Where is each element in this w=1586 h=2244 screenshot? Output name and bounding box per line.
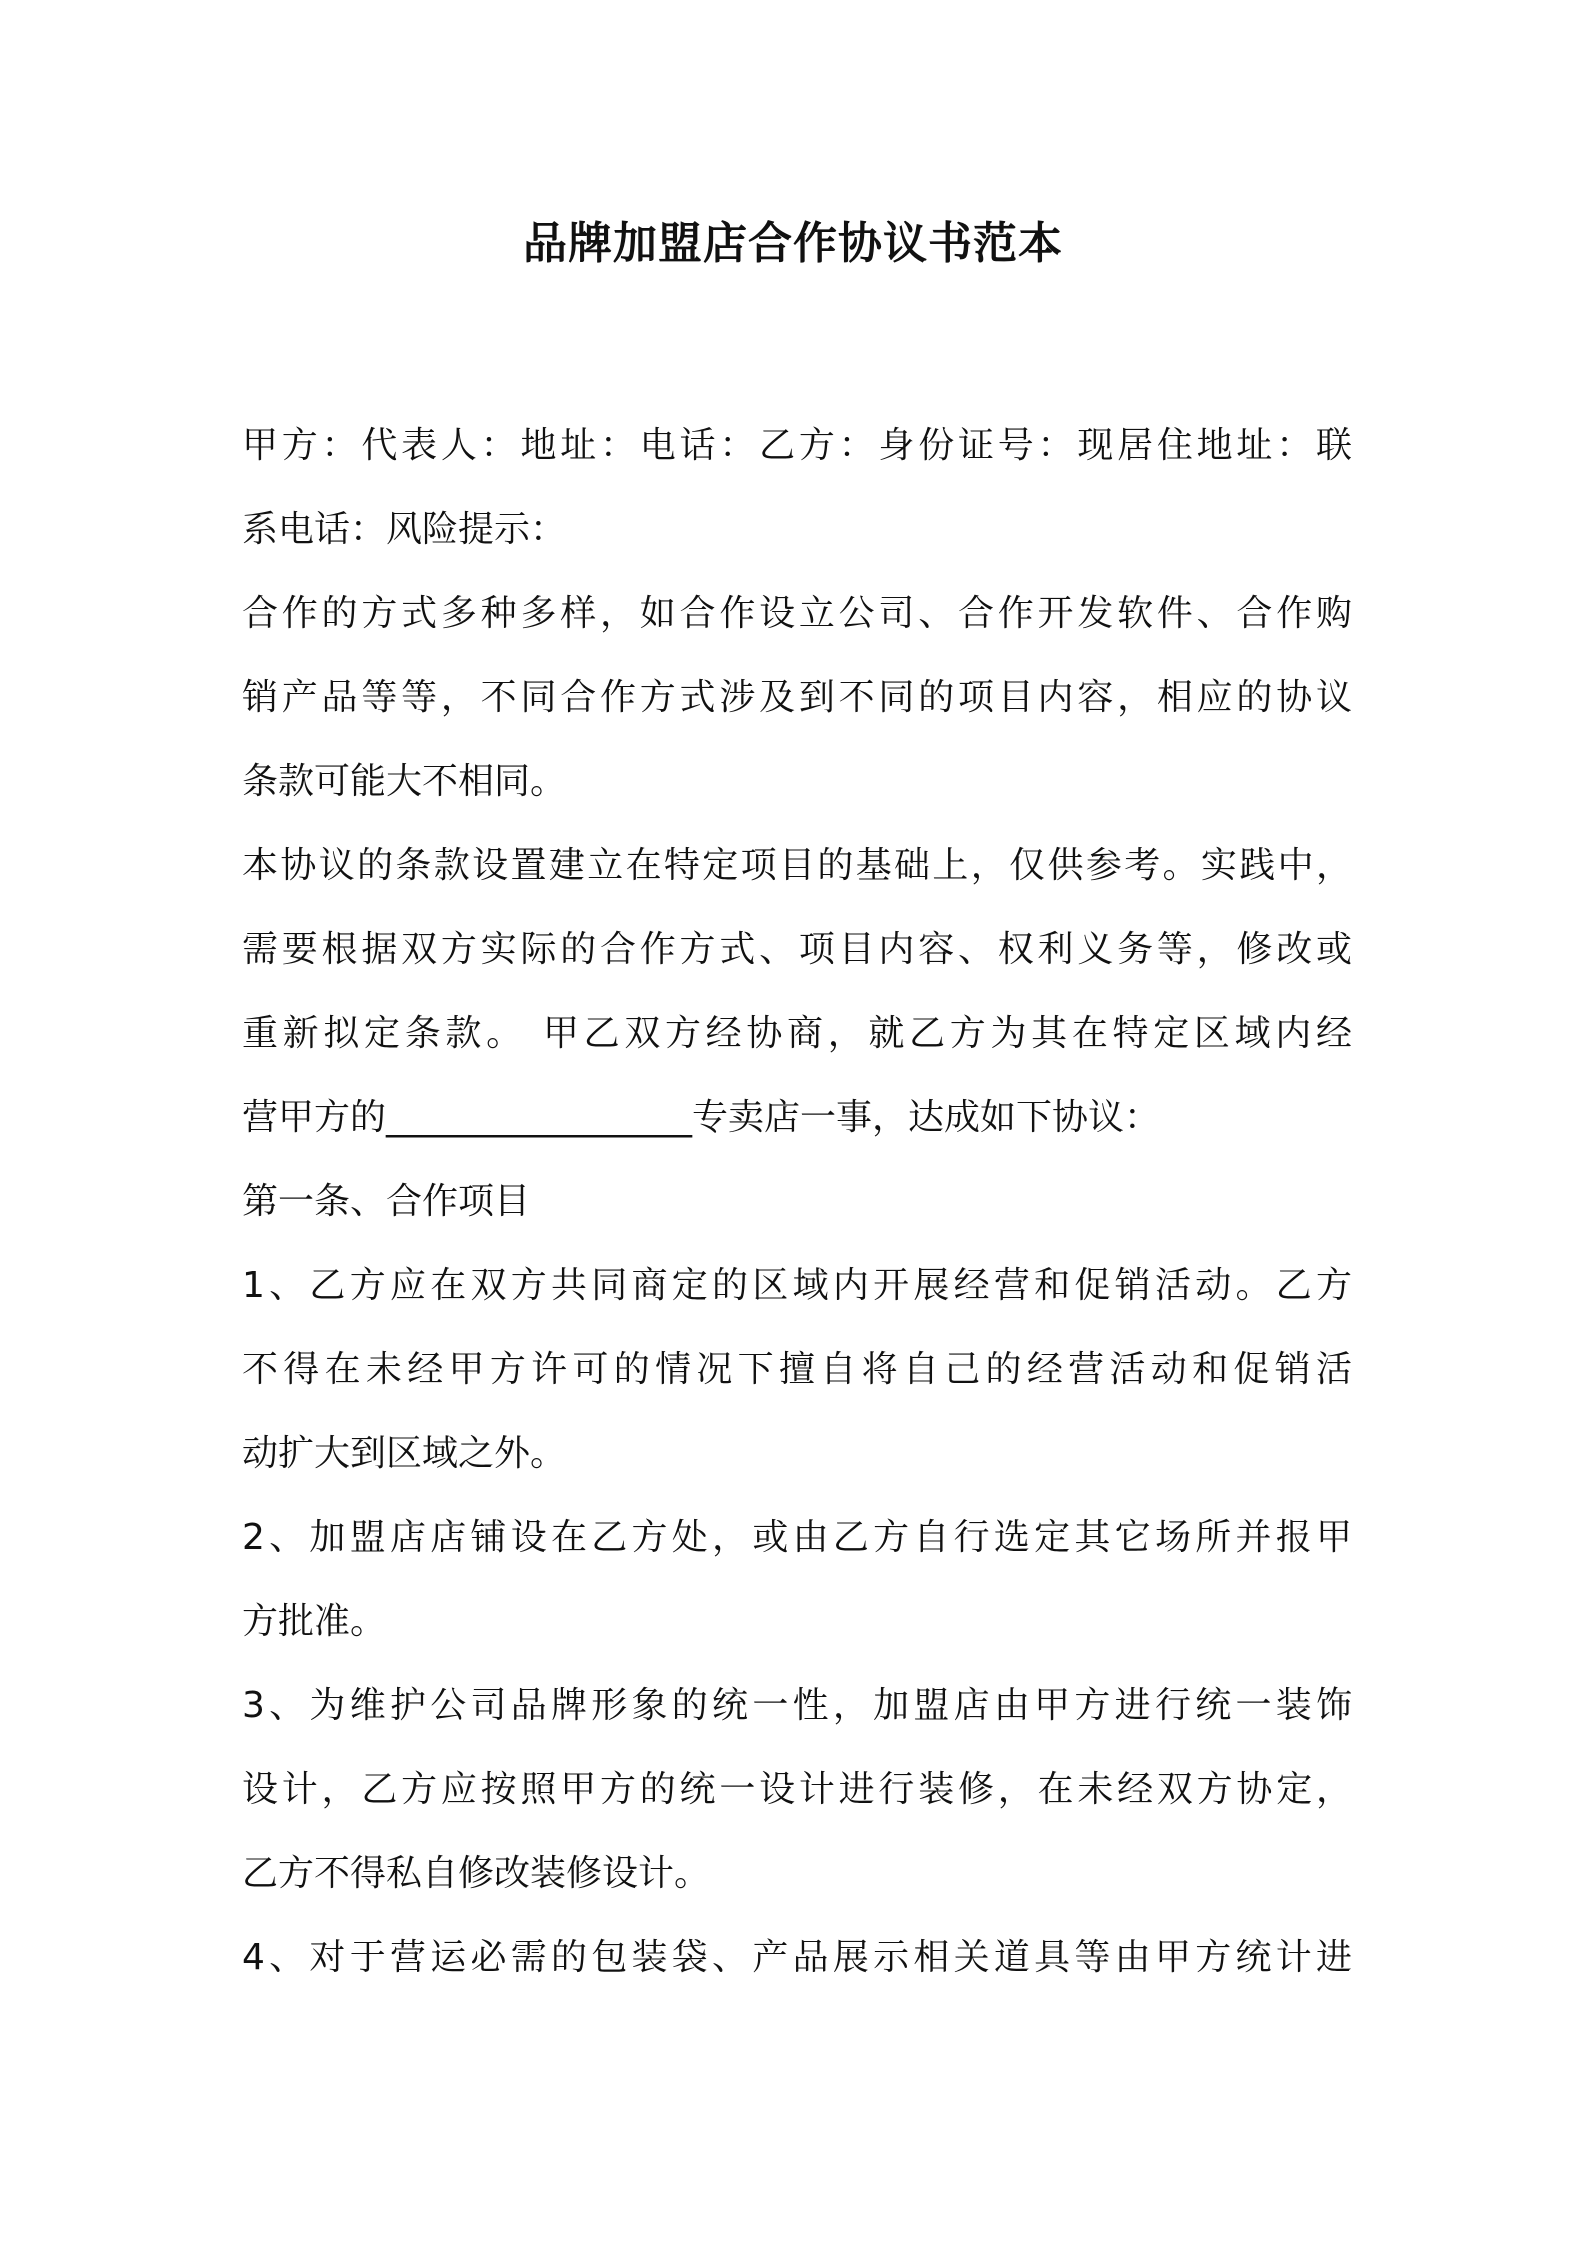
text-line: 2、加盟店店铺设在乙方处，或由乙方自行选定其它场所并报甲 (242, 1517, 1352, 1558)
text-line: 本协议的条款设置建立在特定项目的基础上，仅供参考。实践中， (242, 845, 1352, 886)
text-line: 营甲方的_________________专卖店一事，达成如下协议： (242, 1097, 1161, 1138)
text-line: 3、为维护公司品牌形象的统一性，加盟店由甲方进行统一装饰 (242, 1685, 1352, 1726)
text-line: 动扩大到区域之外。 (242, 1433, 567, 1474)
text-line: 合作的方式多种多样，如合作设立公司、合作开发软件、合作购 (242, 593, 1352, 634)
text-line: 1、乙方应在双方共同商定的区域内开展经营和促销活动。乙方 (242, 1265, 1352, 1306)
text-line: 方批准。 (242, 1601, 387, 1642)
document-body (242, 404, 1352, 2000)
text-line: 重新拟定条款。 甲乙双方经协商，就乙方为其在特定区域内经 (242, 1013, 1352, 1054)
text-line: 乙方不得私自修改装修设计。 (242, 1853, 711, 1894)
text-line: 需要根据双方实际的合作方式、项目内容、权利义务等，修改或 (242, 929, 1352, 970)
text-line: 条款可能大不相同。 (242, 761, 567, 802)
text-line: 4、对于营运必需的包装袋、产品展示相关道具等由甲方统计进 (242, 1937, 1352, 1978)
document-title: 品牌加盟店合作协议书范本 (523, 218, 1063, 269)
text-line: 不得在未经甲方许可的情况下擅自将自己的经营活动和促销活 (242, 1349, 1352, 1390)
text-line: 甲方：代表人：地址：电话：乙方：身份证号：现居住地址：联 (242, 425, 1352, 466)
text-line: 设计，乙方应按照甲方的统一设计进行装修，在未经双方协定， (242, 1769, 1352, 1810)
text-line: 第一条、合作项目 (242, 1181, 531, 1222)
text-line: 系电话：风险提示： (242, 509, 567, 550)
text-line: 销产品等等，不同合作方式涉及到不同的项目内容，相应的协议 (242, 677, 1352, 718)
